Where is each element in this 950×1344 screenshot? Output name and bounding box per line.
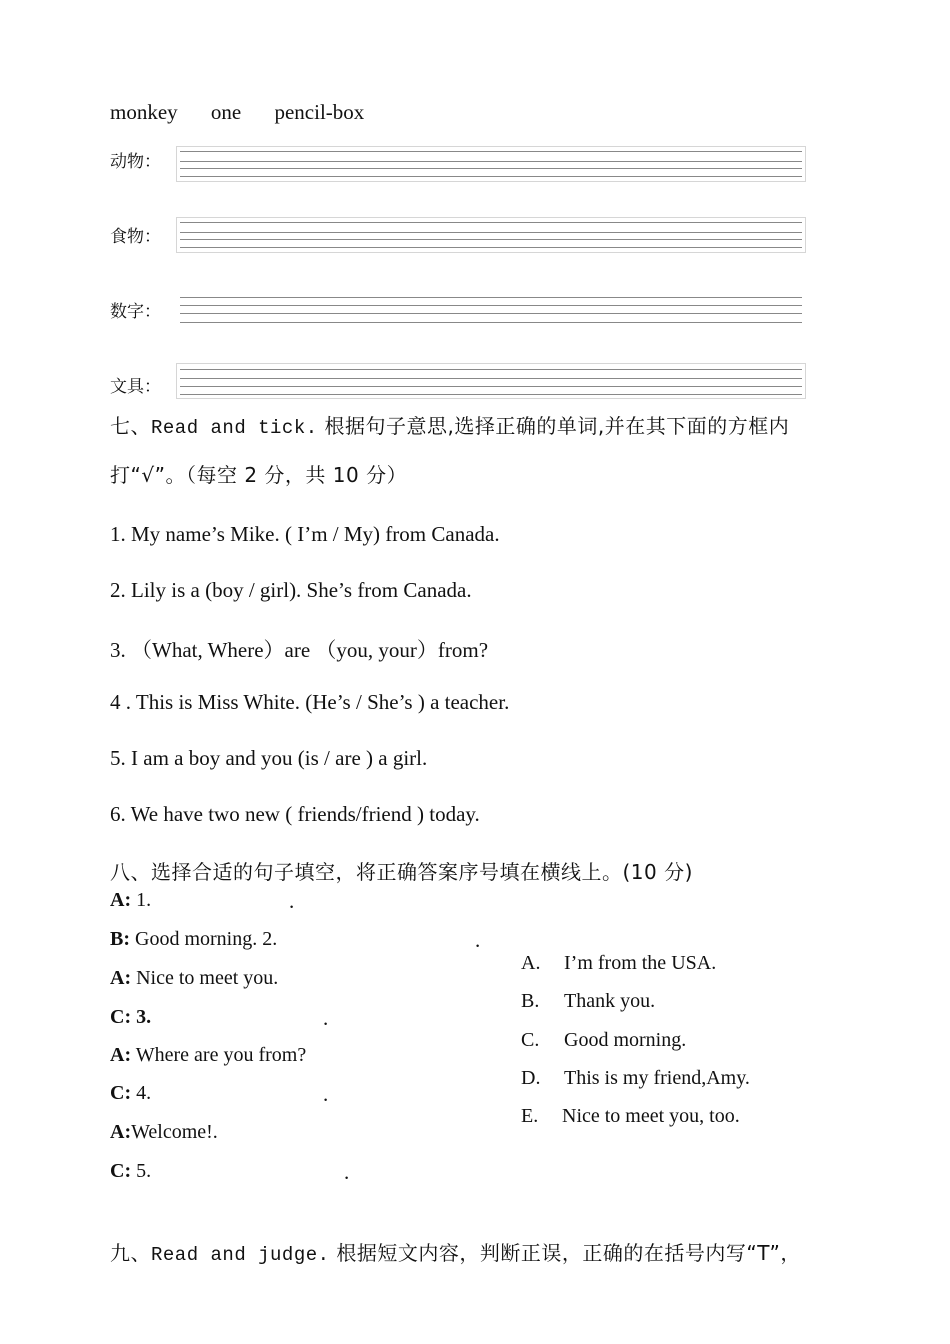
answer-option: B. Thank you. bbox=[521, 990, 656, 1012]
section-7-title-en: Read and tick. bbox=[151, 417, 318, 439]
dialogue-line: A:Welcome!. bbox=[110, 1121, 218, 1143]
writing-lines-stationery[interactable] bbox=[176, 363, 806, 399]
dialogue-line: A: Where are you from? bbox=[110, 1044, 307, 1066]
writing-lines-numbers[interactable] bbox=[176, 292, 806, 328]
section-9-title-cn: 根据短文内容，判断正误，正确的在括号内写“T”， bbox=[329, 1241, 801, 1265]
question-item: 2. Lily is a (boy / girl). She’s from Canada. bbox=[110, 578, 472, 602]
writing-lines-food[interactable] bbox=[176, 217, 806, 253]
word-bank bbox=[110, 100, 364, 125]
dialogue-line: A: 1. bbox=[110, 889, 152, 911]
speaker-label: A: bbox=[110, 967, 132, 989]
blank-end: . bbox=[475, 928, 481, 952]
question-item: 5. I am a boy and you (is / are ) a girl. bbox=[110, 746, 428, 770]
speaker-label: C: bbox=[110, 1160, 132, 1182]
section-7-number: 七、 bbox=[110, 414, 151, 438]
question-item: 4 . This is Miss White. (He’s / She’s ) a teacher. bbox=[110, 690, 510, 714]
question-item: 6. We have two new ( friends/friend ) today. bbox=[110, 802, 480, 826]
blank-end: . bbox=[289, 889, 295, 913]
speaker-label: A: bbox=[110, 889, 132, 911]
answer-option: A. I’m from the USA. bbox=[521, 952, 717, 974]
category-label-stationery: 文具： bbox=[110, 377, 161, 397]
blank-end: . bbox=[323, 1082, 329, 1106]
category-label-numbers: 数字： bbox=[110, 302, 161, 322]
section-7-heading bbox=[110, 410, 789, 439]
answer-option: E. Nice to meet you, too. bbox=[521, 1105, 740, 1127]
answer-option: D. This is my friend,Amy. bbox=[521, 1067, 750, 1089]
category-label-animals: 动物： bbox=[110, 152, 161, 172]
speaker-label: C: bbox=[110, 1006, 132, 1028]
category-label-food: 食物： bbox=[110, 227, 161, 247]
dialogue-line: C: 4. bbox=[110, 1082, 152, 1104]
answer-option: C. Good morning. bbox=[521, 1029, 687, 1051]
section-7-title-cn: 根据句子意思,选择正确的单词,并在其下面的方框内 bbox=[317, 414, 790, 438]
section-9-heading bbox=[110, 1237, 801, 1266]
word-bank-item: pencil-box bbox=[274, 100, 365, 124]
section-9-number: 九、 bbox=[110, 1241, 151, 1265]
dialogue-line: C: 5. bbox=[110, 1160, 152, 1182]
dialogue-line: B: Good morning. 2. bbox=[110, 928, 278, 950]
writing-lines-animals[interactable] bbox=[176, 146, 806, 182]
word-bank-item: monkey bbox=[110, 100, 178, 124]
word-bank-item: one bbox=[210, 100, 242, 124]
speaker-label: B: bbox=[110, 928, 130, 950]
blank-end: . bbox=[344, 1160, 350, 1184]
question-item: 1. My name’s Mike. ( I’m / My) from Canada. bbox=[110, 522, 500, 546]
blank-end: . bbox=[323, 1006, 329, 1030]
section-8-heading: 八、选择合适的句子填空，将正确答案序号填在横线上。(10 分) bbox=[110, 860, 693, 884]
speaker-label: A: bbox=[110, 1121, 132, 1143]
section-7-instructions: 打“√”。（每空 2 分，共 10 分） bbox=[110, 463, 408, 487]
dialogue-line: A: Nice to meet you. bbox=[110, 967, 279, 989]
section-9-title-en: Read and judge. bbox=[151, 1244, 330, 1266]
speaker-label: A: bbox=[110, 1044, 132, 1066]
question-item: 3. （What, Where）are （you, your）from? bbox=[110, 638, 489, 662]
speaker-label: C: bbox=[110, 1082, 132, 1104]
dialogue-line: C: 3. bbox=[110, 1006, 152, 1028]
